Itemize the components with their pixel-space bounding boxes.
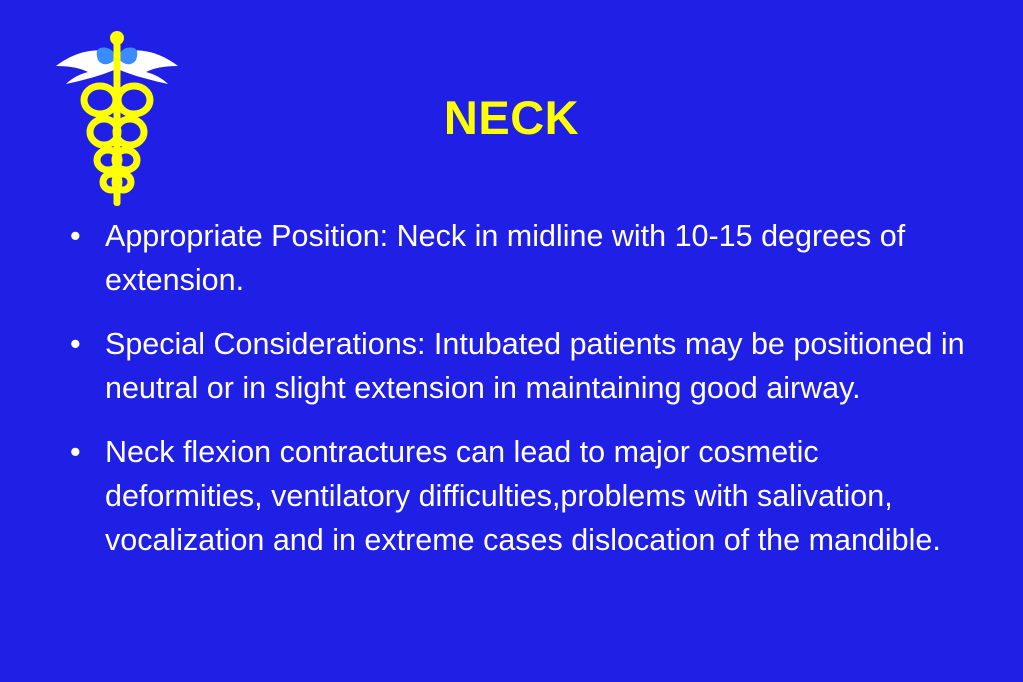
bullet-text: Neck flexion contractures can lead to major cosmetic deformities, ventilatory difficulties,problems with salivation, vocalization and in extreme cases dislocation of the mandible. xyxy=(105,435,941,557)
staff-knob xyxy=(110,31,124,45)
bullet-list xyxy=(70,214,980,582)
bullet-text: Appropriate Position: Neck in midline with 10-15 degrees of extension. xyxy=(105,219,906,297)
bullet-dot: • xyxy=(70,219,81,253)
bullet-text: Special Considerations: Intubated patients may be positioned in neutral or in slight extension in maintaining good airway. xyxy=(105,327,965,405)
bullet-item xyxy=(70,214,980,302)
bullet-dot: • xyxy=(70,435,81,469)
bullet-item xyxy=(70,430,980,562)
bullet-dot: • xyxy=(70,327,81,361)
slide-title: NECK xyxy=(443,91,580,144)
bullet-item xyxy=(70,322,980,410)
